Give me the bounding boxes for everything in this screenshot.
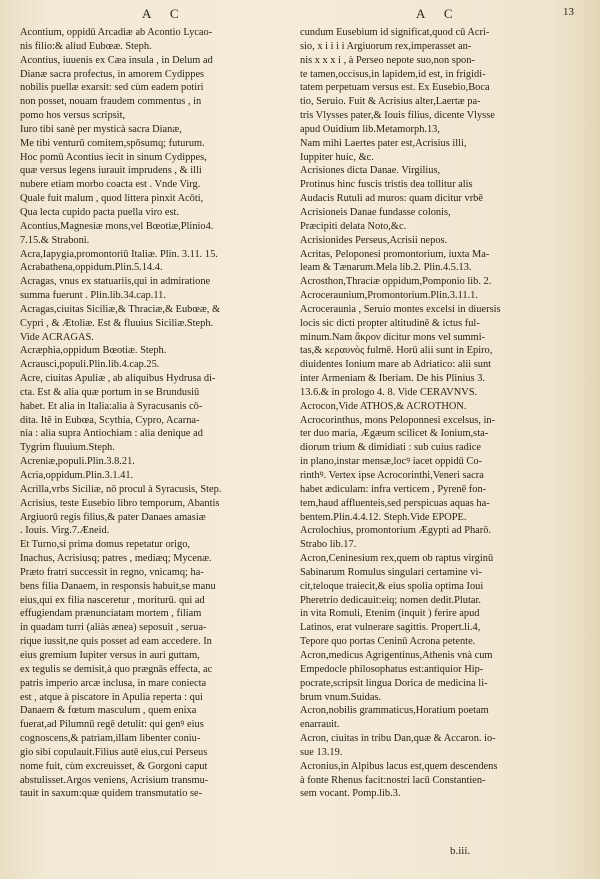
text-line: 7.15.& Straboni.	[20, 234, 90, 246]
text-line: minum.Nam ἄκρον dicitur mons vel summi-	[300, 331, 486, 343]
signature-mark: b.iii.	[450, 845, 471, 857]
running-header	[0, 6, 600, 26]
text-line: sem vocant. Pomp.lib.3.	[300, 788, 401, 800]
header-letters-left: A C	[142, 6, 187, 21]
text-line: Dianæ sacra profectus, in amorem Cydippes	[20, 68, 205, 80]
text-line: cundum Eusebium id significat,quod cū Acri-	[300, 27, 490, 38]
text-line: eius gremium Iupiter versus in auri guttam,	[20, 649, 200, 661]
text-line: gio sibi copulauit.Filius autē eius,cui Perseus	[20, 746, 208, 758]
text-line: effugiendam prænunciatam mortem , filiam	[20, 608, 202, 620]
text-line: Acragas, vnus ex statuariis,qui in admiratione	[20, 276, 211, 288]
text-line: Acræphia,oppidum Bœotiæ. Steph.	[20, 345, 167, 357]
text-line: nome fuit, cùm excreuisset, & Gorgoni caput	[20, 760, 208, 772]
text-line: Audacis Rutuli ad muros: quam dicitur vrbē	[300, 193, 483, 205]
text-line: in vita Romuli, Etenim (inquit ) ferire apud	[300, 608, 480, 620]
text-line: tris Vlysses pater,& Iouis filius, dicente Vlysse	[300, 110, 495, 122]
text-line: leam & Tænarum.Mela lib.2. Plin.4.5.13.	[300, 262, 472, 274]
text-line: sue 13.19.	[300, 746, 343, 758]
text-line: Tygrim fluuium.Steph.	[20, 442, 115, 454]
text-line: non posset, nouam fraudem commentus , in	[20, 96, 202, 108]
text-line: abstulisset.Argos veniens, Acrisium transmu-	[20, 774, 209, 786]
text-line: habet ædiculam: infra verticem , Pyrenē fon-	[300, 483, 487, 495]
text-line: tio, Seruio. Fuit & Acrisius alter,Laertæ pa-	[300, 96, 481, 108]
text-line: ter duo maria, Ægæum scilicet & Ionium,sta-	[300, 428, 489, 440]
text-line: habet. Et alia in Italia:alia à Syracusanis cō-	[20, 400, 203, 412]
text-line: Tepore quo portas Ceninū Acrona petente.	[300, 636, 476, 648]
text-line: summa fuerunt . Plin.lib.34.cap.11.	[20, 290, 166, 302]
text-line: Acria,oppidum.Plin.3.1.41.	[20, 470, 134, 481]
text-line: à fonte Rhenus facit:nostri lacū Constantien-	[300, 774, 486, 786]
text-line: Vide ACRAGAS.	[20, 331, 94, 343]
text-line: sio, x i i i i Argiuorum rex,imperasset an-	[300, 40, 472, 52]
text-line: 13.6.& in prologo 4. 8. Vide CERAVNVS.	[300, 386, 478, 398]
text-line: locis sic dicti propter altitudinē & ictus ful-	[300, 317, 480, 329]
text-line: Acrisionides Perseus,Acrisii nepos.	[300, 234, 448, 246]
text-line: in plano,instar mensæ,locꝰ iacet oppidū Co-	[300, 456, 483, 468]
text-line: tatem perpetuam versus est. Ex Eusebio,Boca	[300, 82, 490, 94]
text-line: nis filio:& aliud Eubœæ. Steph.	[20, 40, 152, 52]
text-line: Nam mihi Laertes pater est,Acrisius illi,	[300, 137, 467, 149]
text-line: Acrisiones dicta Danae. Virgilius,	[300, 165, 441, 177]
text-line: diuidentes Ionium mare ab Adriatico: alii sunt	[300, 359, 492, 371]
text-line: Acreniæ,populi.Plin.3.8.21.	[20, 456, 135, 468]
text-line: tas,& κεραυνὸς fulmē. Horū alii sunt in Epiro,	[300, 345, 493, 357]
text-line: Me tibi venturū comitem,spōsumq; futurum.	[20, 137, 205, 149]
text-line: Sabinarum Romulus singulari certamine vi-	[300, 566, 482, 578]
text-line: patris imperio arcæ inclusa, in mare coniecta	[20, 677, 207, 689]
text-line: Acontium, oppidū Arcadiæ ab Acontio Lycao-	[20, 27, 213, 38]
text-line: Acragas,ciuitas Siciliæ,& Thraciæ,& Eubœæ, &	[20, 303, 221, 315]
text-line: Iuro tibi sanè per mysticà sacra Dianæ,	[20, 123, 182, 135]
text-line: Acroceraunium,Promontorium.Plin.3.11.1.	[300, 290, 478, 302]
text-line: cognoscens,& patriam,illam libenter coniu-	[20, 733, 201, 745]
text-line: pocrate,scripsit lingua Dorica de medicina li-	[300, 677, 488, 689]
text-line: Danaem & fœtum masculum , quem enixa	[20, 705, 197, 717]
text-line: Acron, ciuitas in tribu Dan,quæ & Accaron. io-	[300, 733, 496, 745]
text-line: Acronius,in Alpibus lacus est,quem descendens	[300, 760, 498, 772]
text-line: cit,teloque traiecit,& eius spolia optima Ioui	[300, 580, 484, 592]
text-line: diorum trium & dimidiati : sub cuius radice	[300, 442, 481, 454]
text-line: bentem.Plin.4.4.12. Steph.Vide EPOPE.	[300, 511, 467, 523]
text-line: enarrauit.	[300, 719, 340, 731]
text-line: nia : alia supra Antiochiam : alia denique ad	[20, 428, 203, 440]
text-line: Cypri , & Ætoliæ. Est & fluuius Siciliæ.Steph.	[20, 317, 214, 329]
left-column	[20, 26, 286, 801]
text-line: est , atque à piscatore in Apulia reperta : qui	[20, 691, 203, 703]
text-line: Acre, ciuitas Apuliæ , ab aliquibus Hydrusa di-	[20, 373, 216, 385]
text-line: nobilis puellæ exarsit: sed cùm eadem potiri	[20, 82, 204, 94]
text-line: Protinus hinc fuscis tristis dea tollitur alis	[300, 179, 473, 191]
text-line: Et Turno,si prima domus repetatur origo,	[20, 539, 190, 551]
text-line: tauit in saxum:quæ quidem transmutatio se-	[20, 788, 203, 800]
text-line: Acra,Iapygia,promontoriū Italiæ. Plin. 3.11. 15.	[20, 248, 218, 260]
text-line: Acrilla,vrbs Siciliæ, nō procul à Syracusis, Step.	[20, 483, 222, 495]
text-line: ex tegulis se demisit,à quo prægnās effecta, ac	[20, 663, 213, 675]
text-line: Latinos, erat vulnerare sagittis. Propert.li.4,	[300, 622, 481, 634]
text-line: Acrocon,Vide ATHOS,& ACROTHON.	[300, 400, 467, 412]
text-line: Hoc pomū Acontius iecit in sinum Cydippes,	[20, 151, 207, 163]
text-line: inter Armeniam & Iberiam. De his Plinius 3.	[300, 373, 485, 385]
text-line: dita. Itē in Eubœa, Scythia, Cypro, Acarna-	[20, 414, 200, 426]
text-line: nis x x x i , à Perseo nepote suo,non spon-	[300, 54, 475, 66]
text-line: brum vnum.Suidas.	[300, 691, 382, 703]
text-line: Acrausci,populi.Plin.lib.4.cap.25.	[20, 359, 160, 371]
text-line: quæ versus legens iurauit imprudens , & illi	[20, 165, 202, 177]
text-line: Quale fuit malum , quod littera pinxit Acōti,	[20, 193, 204, 205]
text-line: pomo hos versus scripsit,	[20, 110, 126, 122]
text-line: Acron,nobilis grammaticus,Horatium poetam	[300, 705, 489, 717]
text-line: Acritas, Peloponesi promontorium, iuxta Ma-	[300, 248, 490, 260]
text-line: . Iouis. Virg.7.Æneid.	[20, 525, 110, 537]
text-line: Empedocle philosophatus est:antiquior Hip-	[300, 663, 484, 675]
text-line: Acrisius, teste Eusebio libro temporum, Abantis	[20, 497, 220, 509]
text-line: eius,qui ex filia nasceretur , moriturū. qui ad	[20, 594, 205, 606]
header-letters-right: A C	[416, 6, 461, 21]
text-line: Acroceraunia , Seruio montes excelsi in diuersis	[300, 303, 501, 315]
text-line: Inachus, Acrisiusq; patres , mediæq; Mycenæ.	[20, 553, 212, 565]
text-line: Argiuorū regis filius,& pater Danaes amasiæ	[20, 511, 206, 523]
text-line: Acontius, iuuenis ex Cæa insula , in Delum ad	[20, 54, 213, 66]
text-line: Pheretrio dedicauit:eiq; nomen dedit.Plutar.	[300, 594, 481, 606]
text-line: Acron,Ceninesium rex,quem ob raptus virginū	[300, 553, 494, 565]
text-line: Acrabathena,oppidum.Plin.5.14.4.	[20, 262, 163, 274]
text-line: Iuppiter huic, &c.	[300, 151, 374, 163]
text-line: nubere etiam morbo coacta est . Vnde Virg.	[20, 179, 201, 191]
text-line: rique iussit,ne quis posset ad eam accedere. In	[20, 636, 212, 648]
text-line: Præto fratri successit in regno, vnicamq; ha-	[20, 566, 204, 578]
text-line: in quadam turri (aliàs ænea) seposuit , serua-	[20, 622, 207, 634]
text-line: cta. Est & alia quæ portum in se Brundusiū	[20, 386, 200, 398]
right-column	[300, 26, 580, 801]
text-line: Acontius,Magnesiæ mons,vel Bœotiæ,Plinio4.	[20, 220, 214, 232]
text-line: Præcipiti delata Noto,&c.	[300, 220, 407, 232]
text-line: Strabo lib.17.	[300, 539, 357, 551]
text-line: rinthꝰ. Vertex ipse Acrocorinthi,Veneri sacra	[300, 470, 484, 481]
page-number: 13	[563, 6, 574, 18]
text-line: apud Ouidium lib.Metamorph.13,	[300, 123, 440, 135]
text-line: Acron,medicus Agrigentinus,Athenis vnà cum	[300, 649, 493, 661]
text-line: bens filia Danaem, in responsis habuit,se manu	[20, 580, 216, 592]
text-line: Acrolochius, promontorium Ægypti ad Pharō.	[300, 525, 492, 537]
text-line: Acrosthon,Thraciæ oppidum,Pomponio lib. 2.	[300, 276, 492, 288]
text-line: fuerat,ad Pilumnū regē detulit: qui genꝰ eius	[20, 719, 204, 731]
text-line: tem,haud affluenteis,sed perspicuas aquas ha-	[300, 497, 490, 509]
text-line: Acrisioneis Danae fundasse colonis,	[300, 206, 451, 218]
text-line: Qua lecta cupido pacta puella viro est.	[20, 206, 179, 218]
text-line: Acrocorinthus, mons Peloponnesi excelsus, in-	[300, 414, 496, 426]
text-line: te tamen,occisus,in lapidem,id est, in frigidi-	[300, 68, 486, 80]
